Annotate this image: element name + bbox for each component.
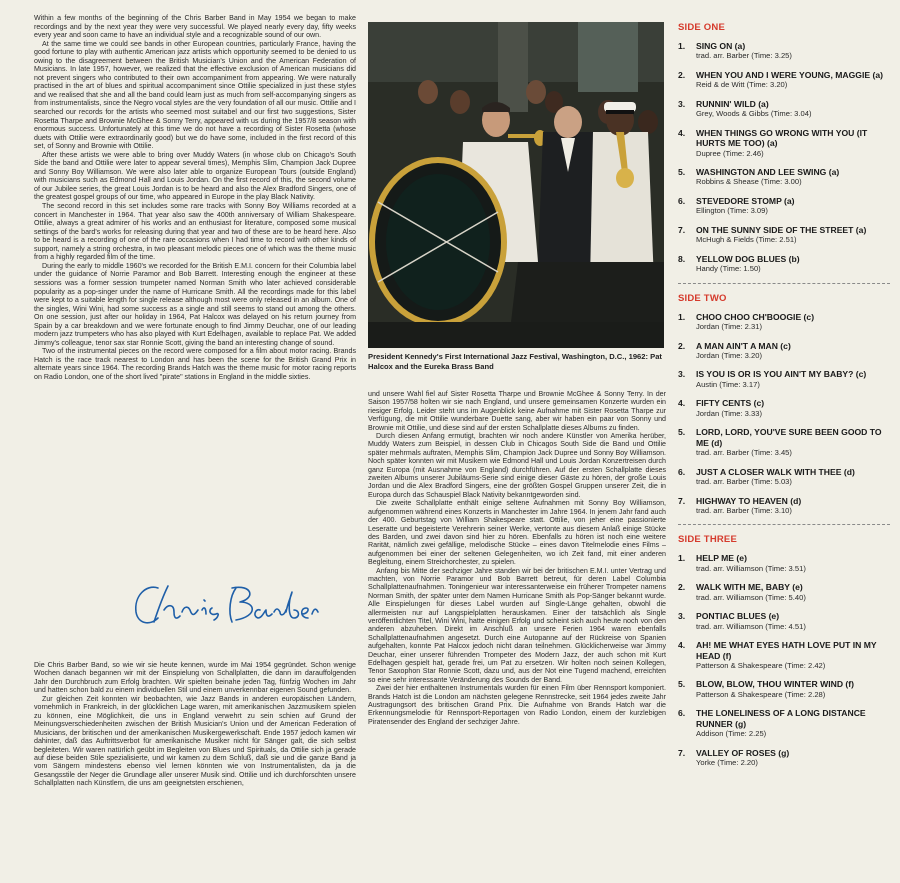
- track-credit: trad. arr. Barber (Time: 3.25): [696, 51, 792, 61]
- track-number: 1.: [678, 311, 686, 322]
- track-item: [678, 427, 888, 457]
- track-credit: Robbins & Shease (Time: 3.00): [696, 177, 802, 187]
- track-number: 3.: [678, 369, 686, 380]
- english-paragraph: Two of the instrumental pieces on the record were composed for a film about motor racing. Brands Hatch is the race track nearest to London and has been the scene for the British Grand Prix in alternate years since 1964. The recording Brands Hatch was the theme music for motor racing reports on Radio London, one of the short lived "pirate" stations in England in the middle sixties.: [34, 347, 356, 381]
- track-number: 7.: [678, 495, 686, 506]
- german-paragraph: Anfang bis Mitte der sechziger Jahre standen wir bei der britischen E.M.I. unter Vertrag und machten, von Norrie Paramor und Bob Barrett betreut, für deren Label Columbia Schallplattenaufnahmen. Toningenieur war interessanterweise ein früherer Trompeter namens Norman Smith, der später unter dem Namen Hurricane Smith als Pop-Sänger bekannt wurde. Alle Einspielungen für dieses Label wurden auf Single-Länge gehalten, obwohl die allermeisten nur auf Langspielplatten herauskamen. Einer der tatsächlich als Single veröffentlichten Titel, Wini Wini, hatte einigen Erfolg und scheint sich auch heute noch von den anderen abzuheben. Direkt im Anschluß an unsere Ferien 1964 waren ebenfalls Schallplattenaufnahmen angesetzt. Durch eine Autopanne auf der Rückreise von Spanien aufgehalten, konnte Pat Halcox jedoch nicht daran teilnehmen. Glücklicherweise war Jimmy Deuchar, einer unserer führenden Trompeter des Modern Jazz, der auch schon mit Kurt Edelhagen gespielt hat, gerade frei, um Pat zu ersetzen. Wir holten noch seinen Kollegen, Tenor Saxophon Star Ronnie Scott, dazu und, aus der Not eine Tugend machend, erreichten so eine sehr interessante Veränderung des Sounds der Band.: [368, 566, 666, 684]
- track-title: ON THE SUNNY SIDE OF THE STREET (a): [696, 224, 867, 235]
- track-title: STEVEDORE STOMP (a): [696, 195, 795, 206]
- track-credit: Reid & de Witt (Time: 3.20): [696, 80, 788, 90]
- track-number: 5.: [678, 427, 686, 438]
- english-notes: [34, 14, 356, 382]
- track-title: AH! ME WHAT EYES HATH LOVE PUT IN MY HEAD (f): [696, 640, 877, 661]
- track-item: [678, 582, 888, 602]
- band-photo: [368, 22, 664, 348]
- track-credit: Patterson & Shakespeare (Time: 2.28): [696, 689, 826, 699]
- track-credit: trad. arr. Williamson (Time: 4.51): [696, 621, 806, 631]
- track-credit: Dupree (Time: 2.46): [696, 148, 764, 158]
- track-item: [678, 196, 888, 216]
- track-number: 3.: [678, 611, 686, 622]
- track-number: 2.: [678, 582, 686, 593]
- track-number: 6.: [678, 466, 686, 477]
- english-paragraph: Within a few months of the beginning of the Chris Barber Band in May 1954 we began to make recordings and by the next year they were very successful. We played nearly every day, fifty weeks every year and soon came to have an individual style and a recognizable sound of our own.: [34, 14, 356, 40]
- track-item: [678, 312, 888, 332]
- track-number: 4.: [678, 640, 686, 651]
- track-number: 6.: [678, 195, 686, 206]
- brass-band-illustration: [368, 22, 664, 348]
- track-credit: Addison (Time: 2.25): [696, 729, 767, 739]
- track-credit: Yorke (Time: 2.20): [696, 758, 758, 768]
- track-number: 4.: [678, 398, 686, 409]
- side-divider: [678, 524, 890, 525]
- track-title: FIFTY CENTS (c): [696, 398, 765, 409]
- track-title: WALK WITH ME, BABY (e): [696, 582, 803, 593]
- track-title: RUNNIN' WILD (a): [696, 98, 769, 109]
- german-notes-middle: [368, 390, 666, 726]
- track-listing: [678, 22, 888, 777]
- track-item: [678, 254, 888, 274]
- track-item: [678, 70, 888, 90]
- track-item: [678, 611, 888, 631]
- german-notes-left: [34, 661, 356, 788]
- track-title: JUST A CLOSER WALK WITH THEE (d): [696, 466, 855, 477]
- track-item: [678, 341, 888, 361]
- track-title: CHOO CHOO CH'BOOGIE (c): [696, 311, 815, 322]
- track-title: WHEN YOU AND I WERE YOUNG, MAGGIE (a): [696, 69, 884, 80]
- side-divider: [678, 283, 890, 284]
- german-paragraph: Durch diesen Anfang ermutigt, brachten wir noch andere Künstler von Amerika herüber, Muddy Waters zum Beispiel, in dessen Club in Chicagos South Side die Band und Ottilie später mehrmals auftraten, Memphis Slim, Champion Jack Dupree und Sonny Boy Williamson. Noch später konnten wir mit Musikern wie Edmond Hall und Louis Jordan Konzertreisen durch ganz Europa (mit Ausnahme von England) durchführen. Auf der ersten Schallplatte dieses zweiten Albums unserer Jubiläums-Serie sind einige dieser Gäste zu hören, der große Louis Jordan und die Alex Bradford Singers, eine der größten Gospel Gruppen unserer Zeit, die in Europa durch das Schauspiel Black Nativity bekanntgeworden sind.: [368, 432, 666, 499]
- track-number: 2.: [678, 340, 686, 351]
- track-credit: Ellington (Time: 3.09): [696, 206, 768, 216]
- track-credit: Jordan (Time: 3.20): [696, 350, 762, 360]
- track-credit: Handy (Time: 1.50): [696, 264, 761, 274]
- track-item: [678, 41, 888, 61]
- track-item: [678, 167, 888, 187]
- track-item: [678, 467, 888, 487]
- track-item: [678, 369, 888, 389]
- english-paragraph: After these artists we were able to bring over Muddy Waters (in whose club on Chicago's South Side the band and Ottilie were later to appear several times), Memphis Slim, Champion Jack Dupree and Sonny Boy Williamson. We were also later able to organize European Tours (outside England) with musicians such as Edmond Hall and Louis Jordan. On the first record of this, the second volume of our Jubilee series, the great Louis Jordan is to be heard and also the Alex Bradford Singers, one of the greatest gospel groups of our time, who appeared in Europe in the play Black Nativity.: [34, 150, 356, 202]
- track-credit: trad. arr. Williamson (Time: 5.40): [696, 592, 806, 602]
- track-credit: Jordan (Time: 2.31): [696, 322, 762, 332]
- chris-barber-signature: [124, 574, 324, 640]
- track-item: [678, 748, 888, 768]
- track-credit: Grey, Woods & Gibbs (Time: 3.04): [696, 109, 812, 119]
- track-title: LORD, LORD, YOU'VE SURE BEEN GOOD TO ME (d): [696, 427, 882, 448]
- track-item: [678, 496, 888, 516]
- track-credit: trad. arr. Barber (Time: 5.03): [696, 477, 792, 486]
- german-paragraph: Die Chris Barber Band, so wie wir sie heute kennen, wurde im Mai 1954 gegründet. Schon wenige Wochen danach begannen wir mit der Einspielung von Schallplatten, die dann im darauffolgenden Jahr den Durchbruch zum Erfolg brachten. Wir spielten beinahe jeden Tag, fünfzig Wochen im Jahr und hatten schon bald zu einem individuellen Stil und einem unverkennbar eigenen Sound gefunden.: [34, 661, 356, 695]
- track-item: [678, 553, 888, 573]
- track-item: [678, 128, 888, 158]
- track-credit: McHugh & Fields (Time: 2.51): [696, 235, 797, 245]
- track-item: [678, 398, 888, 418]
- track-title: WASHINGTON AND LEE SWING (a): [696, 167, 840, 178]
- track-title: IS YOU IS OR IS YOU AIN'T MY BABY? (c): [696, 369, 867, 380]
- track-title: WHEN THINGS GO WRONG WITH YOU (IT HURTS ME TOO) (a): [696, 127, 868, 149]
- track-number: 3.: [678, 98, 686, 109]
- german-paragraph: Zur gleichen Zeit konnten wir beobachten, wie Jazz Bands in anderen europäischen Ländern, vornehmlich in Frankreich, in der glücklichen Lage waren, mit amerikanischen Jazzmusikern spielen zu können, eine Möglichkeit, die uns in England verwehrt zu sein schien auf Grund der Meinungsverschiedenheiten zwischen der British Musician's Union und der American Federation of Musicians, der britischen und der amerikanischen Musikergewerkschaft. Ende 1957 jedoch kamen wir dahinter, daß das Auftrittsverbot für amerikanische Musiker nicht für Sänger galt, die sich selbst begleiteten. Wir waren natürlich geübt im Begleiten von Blues und Spirituals, da Ottilie sich ja gerade auf diese beiden Stile spezialisierte, und wir kamen zu dem Schluß, daß sie und die ganze Band ja vom Sängern mindestens ebenso viel lernen könnten wie von Instrumentalisten, da ja die Gesangsstile der Neger die Grundlage aller unserer Musik sind. Ottilie und ich durchforschten unsere Schallplatten nach Künstlern, die uns am geeignetsten erschienen,: [34, 694, 356, 788]
- track-item: [678, 99, 888, 119]
- track-title: THE LONELINESS OF A LONG DISTANCE RUNNER (g): [696, 708, 866, 729]
- track-number: 7.: [678, 747, 686, 758]
- track-number: 8.: [678, 253, 686, 264]
- track-number: 1.: [678, 41, 686, 51]
- track-number: 5.: [678, 679, 686, 690]
- track-title: HELP ME (e): [696, 553, 747, 564]
- track-title: YELLOW DOG BLUES (b): [696, 253, 800, 264]
- signature-drawing: [124, 574, 324, 640]
- track-credit: trad. arr. Williamson (Time: 3.51): [696, 563, 806, 573]
- track-title: PONTIAC BLUES (e): [696, 611, 780, 622]
- english-paragraph: At the same time we could see bands in other European countries, particularly France, having the good fortune to play with authentic American jazz artists which opportunity seemed to be denied to us owing to the disagreement between the British Musician's Union and the American Federation of Musicians. In late 1957, however, we realized that the effective exclusion of American musicians did not prevent singers who contributed to their own accompaniment from appearing. We were naturally practised in the art of blues and spiritual accompaniment since Ottilie specialized in just these styles and we realised that she and all the band could learn just as much from self-accompanying singers as from instrumentalists, since the Negro vocal styles are the very foundation of all our music. Ottilie and I searched our records for the artists who seemed most suitabel and our first two suggestions, Sister Rosetta Tharpe and Brownie McGhee & Sonny Terry, appeared with us during the 1957/8 season with enormous success. Unfortunately at this time we do not have a recording of Sister Rosetta (whose duets with Ottilie were extraordinarily good) but we do have some, included in the first record of this set, of Sonny and Brownie with Ottilie.: [34, 39, 356, 151]
- track-credit: Austin (Time: 3.17): [696, 379, 760, 389]
- track-title: A MAN AIN'T A MAN (c): [696, 340, 791, 351]
- track-credit: Jordan (Time: 3.33): [696, 408, 762, 418]
- track-credit: trad. arr. Barber (Time: 3.45): [696, 448, 792, 458]
- photo-caption: President Kennedy's First International Jazz Festival, Washington, D.C., 1962: Pat Halcox and the Eureka Brass Band: [368, 352, 662, 371]
- track-number: 5.: [678, 167, 686, 178]
- track-credit: Patterson & Shakespeare (Time: 2.42): [696, 660, 826, 670]
- track-number: 7.: [678, 224, 686, 235]
- track-item: [678, 708, 888, 738]
- track-number: 6.: [678, 708, 686, 719]
- german-paragraph: und unsere Wahl fiel auf Sister Rosetta Tharpe und Brownie McGhee & Sonny Terry. In der Saison 1957/58 holten wir sie nach England, und unsere gemeinsamen Konzerte wurden ein riesiger Erfolg. Leider steht uns im Augenblick keine Aufnahme mit Sister Rosetta Tharpe zur Verfügung, die mit Ottilie wunderbare Duette sang, aber wir haben ein paar von Sonny und Brownie mit Ottilie, und diese sind auf der ersten Schallplatte dieses Albums zu finden.: [368, 390, 666, 432]
- track-item: [678, 640, 888, 670]
- side-one-heading: SIDE ONE: [678, 22, 725, 33]
- german-paragraph: Zwei der hier enthaltenen Instrumentals wurden für einen Film über Rennsport komponiert. Brands Hatch ist die London am nächsten gelegene Rennstrecke, seit 1964 jedes zweite Jahr Austragungsort des britischen Grand Prix. Die Aufnahme von Brands Hatch war die Erkennungsmelodie für Rennsport-Reportagen von Radio London, einem der kurzlebigen Piratensender des England der sechziger Jahre.: [368, 684, 666, 726]
- track-number: 2.: [678, 69, 686, 80]
- side-three-heading: SIDE THREE: [678, 534, 738, 546]
- track-title: VALLEY OF ROSES (g): [696, 747, 790, 758]
- track-item: [678, 679, 888, 699]
- track-item: [678, 225, 888, 245]
- track-number: 1.: [678, 553, 686, 564]
- track-credit: trad. arr. Barber (Time: 3.10): [696, 505, 792, 515]
- side-two-heading: SIDE TWO: [678, 292, 727, 304]
- english-paragraph: The second record in this set includes some rare tracks with Sonny Boy Williams recorded at a concert in Manchester in 1964. That year also saw the 400th anniversary of William Shakespeare. Ottilie, always a great admirer of his works and an enthusiast for literature, composed some musical settings of the bard's works for releasing during that year and two of these are to be heard here. Also to be heard is a recording of one of the rare occasions when I had time to record with other kinds of support, namely a string orchestra, in two pleasant melodic pieces one of which was the theme music from a highly regarded film of the time.: [34, 202, 356, 262]
- track-title: HIGHWAY TO HEAVEN (d): [696, 495, 802, 506]
- track-title: BLOW, BLOW, THOU WINTER WIND (f): [696, 679, 855, 690]
- english-paragraph: During the early to middle 1960's we recorded for the British E.M.I. concern for their Columbia label under the guidance of Norrie Paramor and Bob Barrett. Interesting enough the engineer at these sessions was a former session trumpeter named Norman Smith who later achieved considerable popularity as a pop-singer under the name of Hurricane Smith. All the recordings made for this label were kept to a suitable length for single release although most were only released in an album. One of the singles, Wini Wini, had some success as a single and still seems to stand out among the others. On one session, just after our holiday in 1964, Pat Halcox was delayed on his return journey from Spain by a car breakdown and we were fortunate enough to find Jimmy Deuchar, one of our leading modern jazz trumpeters who has also played with Kurt Edelhagen, available to replace Pat. We added Jimmy's colleague, tenor sax star Ronnie Scott, giving the band an interesting change of sound.: [34, 261, 356, 347]
- german-paragraph: Die zweite Schallplatte enthält einige seltene Aufnahmen mit Sonny Boy Williamson, aufgenommen während eines Konzerts in Manchester im Jahre 1964. In jenem Jahr fand auch der 400. Geburtstag von William Shakespeare statt. Ottilie, von jeher eine passionierte Leseratte und begeisterte Verehrerin seiner Werke, vertonte aus diesem Anlaß einige Stücke des Barden, und zwei davon sind hier zu hören. Ebenfalls zu hören ist noch eine weitere Rarität, nämlich zwei gefällige, melodische Stücke – eines davon Titelmelodie eines Films – aufgenommen bei einer der seltenen Gelegenheiten, wo ich Zeit fand, mit einer anderen Begleitung, einem Streichorchester, zu spielen.: [368, 499, 666, 567]
- track-number: 4.: [678, 127, 686, 138]
- track-title: SING ON (a): [696, 41, 746, 51]
